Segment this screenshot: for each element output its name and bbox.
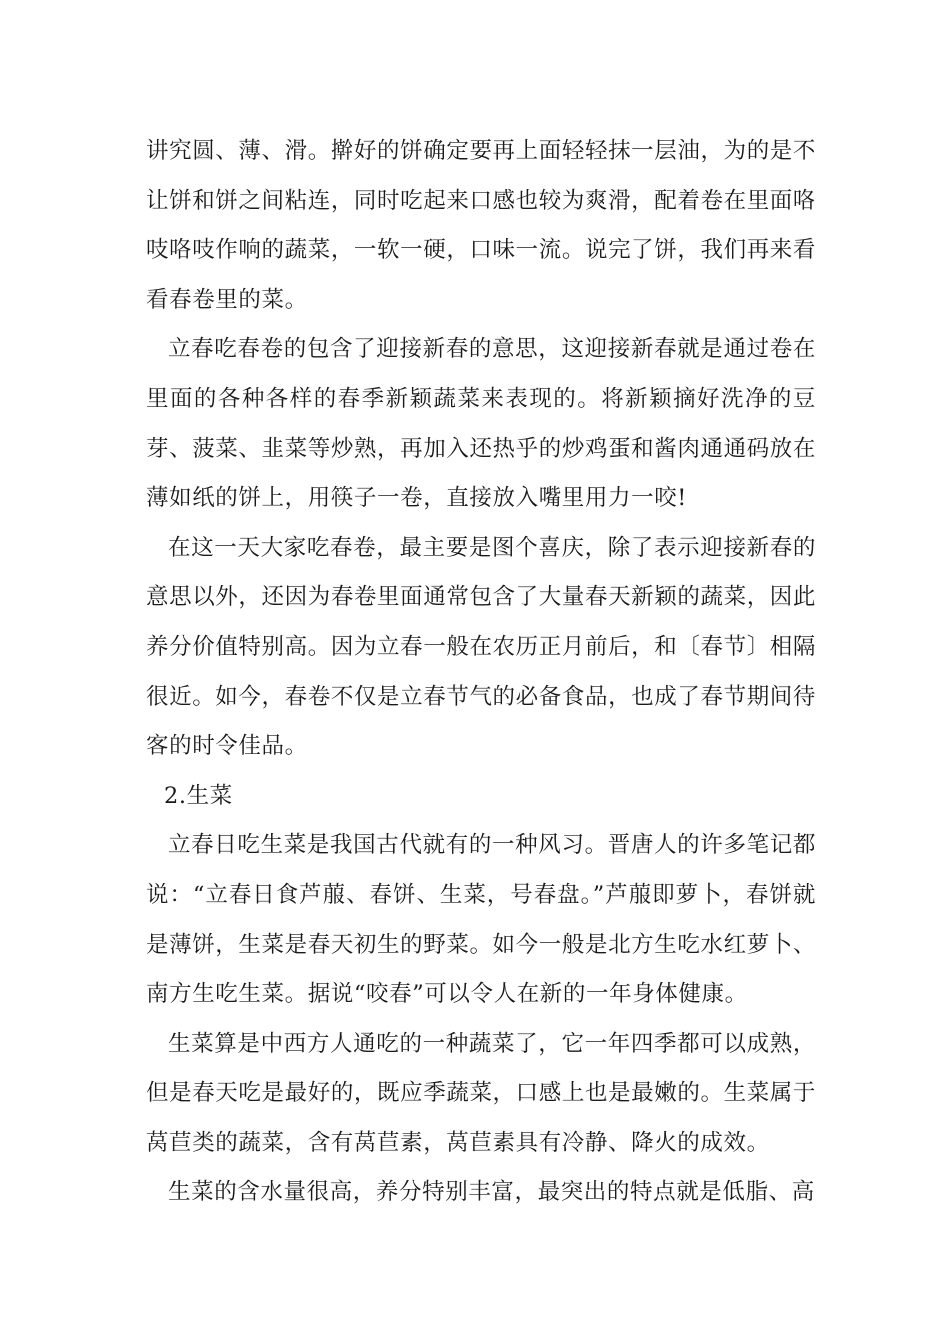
paragraph-lettuce-nutrition: 生菜的含水量很高，养分特别丰富，最突出的特点就是低脂、高 <box>168 1179 815 1206</box>
paragraph-spring-roll-vegetables: 立春吃春卷的包含了迎接新春的意思，这迎接新春就是通过卷在里面的各种各样的春季新颖蔬菜来表现的。将新颖摘好洗净的豆芽、菠菜、韭菜等炒熟，再加入还热乎的炒鸡蛋和酱肉通通码放在薄如纸的饼上，用筷子一卷，直接放入嘴里用力一咬! <box>146 336 816 512</box>
section-heading-lettuce: 2.生菜 <box>164 782 233 809</box>
paragraph-lettuce-season: 生菜算是中西方人通吃的一种蔬菜了，它一年四季都可以成熟，但是春天吃是最好的，既应季蔬菜，口感上也是最嫩的。生菜属于莴苣类的蔬菜，含有莴苣素，莴苣素具有冷静、降火的成效。 <box>146 1030 816 1156</box>
paragraph-spring-roll-festivity: 在这一天大家吃春卷，最主要是图个喜庆，除了表示迎接新春的意思以外，还因为春卷里面通常包含了大量春天新颖的蔬菜，因此养分价值特别高。因为立春一般在农历正月前后，和〔春节〕相隔很近。如今，春卷不仅是立春节气的必备食品，也成了春节期间待客的时令佳品。 <box>146 534 816 760</box>
paragraph-lettuce-custom: 立春日吃生菜是我国古代就有的一种风习。晋唐人的许多笔记都说：“立春日食芦菔、春饼、生菜，号春盘。”芦菔即萝卜，春饼就是薄饼，生菜是春天初生的野菜。如今一般是北方生吃水红萝卜、南方生吃生菜。据说“咬春”可以令人在新的一年身体健康。 <box>146 832 816 1008</box>
document-body <box>146 127 816 1218</box>
paragraph-continuation: 讲究圆、薄、滑。擀好的饼确定要再上面轻轻抹一层油，为的是不让饼和饼之间粘连，同时吃起来口感也较为爽滑，配着卷在里面咯吱咯吱作响的蔬菜，一软一硬，口味一流。说完了饼，我们再来看看春卷里的菜。 <box>146 138 816 313</box>
